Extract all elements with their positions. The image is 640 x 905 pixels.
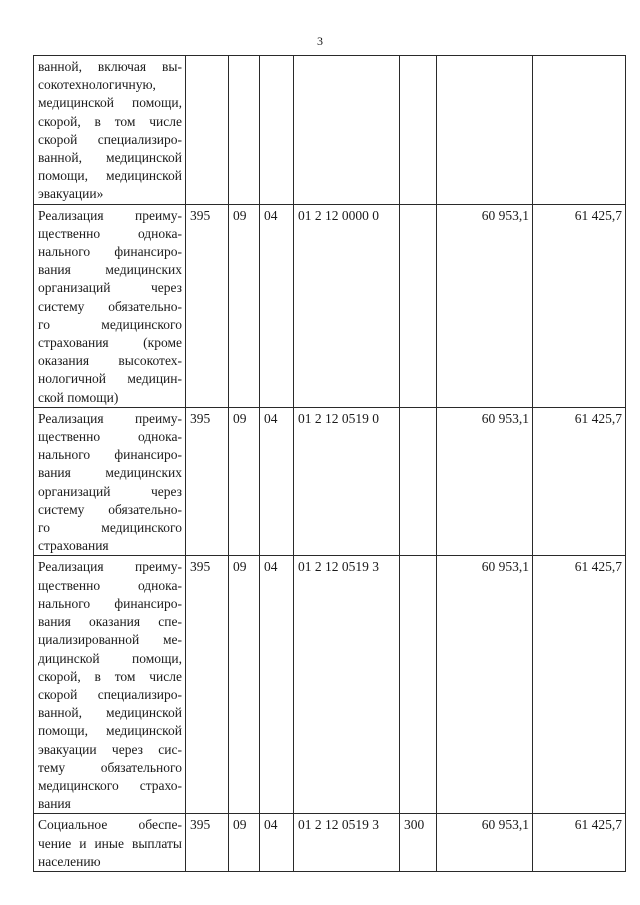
description-line: Реализация преиму-	[38, 559, 182, 575]
description-line: Реализация преиму-	[38, 410, 182, 426]
cell-grbs: 395	[186, 407, 229, 556]
page-number: 3	[317, 34, 323, 48]
description-line: населению	[38, 853, 101, 869]
cell-grbs	[186, 56, 229, 205]
cell-amount-year1	[437, 56, 533, 205]
row-description	[34, 204, 186, 407]
budget-table	[33, 55, 626, 872]
cell-expense-type	[400, 556, 437, 814]
description-line: ванной, медицинской	[38, 705, 182, 721]
description-line: помощи, медицинской	[38, 723, 182, 739]
cell-amount-year2: 61 425,7	[533, 407, 626, 556]
description-line: циализированной ме-	[38, 632, 182, 648]
cell-subsection: 04	[260, 407, 294, 556]
description-line: щественно однока-	[38, 429, 182, 445]
description-line: дицинской помощи,	[38, 650, 182, 666]
description-line: ванной, включая вы-	[38, 59, 182, 74]
cell-amount-year1: 60 953,1	[437, 407, 533, 556]
description-line: систему обязательно-	[38, 298, 182, 314]
table-row	[34, 56, 626, 205]
description-line: помощи, медицинской	[38, 168, 182, 184]
cell-subsection: 04	[260, 814, 294, 872]
cell-amount-year2	[533, 56, 626, 205]
cell-subsection: 04	[260, 556, 294, 814]
description-line: скорой специализиро-	[38, 686, 182, 702]
description-line: чение и иные выплаты	[38, 835, 182, 851]
cell-amount-year1: 60 953,1	[437, 556, 533, 814]
cell-expense-type	[400, 407, 437, 556]
budget-table-body	[34, 56, 626, 872]
cell-section: 09	[229, 556, 260, 814]
cell-expense-type: 300	[400, 814, 437, 872]
cell-target-article: 01 2 12 0000 0	[294, 204, 400, 407]
description-line: систему обязательно-	[38, 501, 182, 517]
cell-subsection	[260, 56, 294, 205]
description-line: скорой, в том числе	[38, 113, 182, 129]
description-line: вания оказания спе-	[38, 614, 182, 630]
row-description	[34, 814, 186, 872]
cell-amount-year1: 60 953,1	[437, 204, 533, 407]
cell-amount-year2: 61 425,7	[533, 204, 626, 407]
cell-expense-type	[400, 56, 437, 205]
table-row	[34, 814, 626, 872]
cell-amount-year1: 60 953,1	[437, 814, 533, 872]
cell-target-article: 01 2 12 0519 0	[294, 407, 400, 556]
description-line: Социальное обеспе-	[38, 817, 182, 833]
description-line: эвакуации через сис-	[38, 741, 182, 757]
description-line: медицинской помощи,	[38, 95, 182, 111]
table-row	[34, 556, 626, 814]
cell-grbs: 395	[186, 204, 229, 407]
description-line: нологичной медицин-	[38, 371, 182, 387]
cell-target-article: 01 2 12 0519 3	[294, 814, 400, 872]
description-line: вания медицинских	[38, 465, 182, 481]
description-line: вания	[38, 796, 71, 812]
description-line: оказания высокотех-	[38, 353, 182, 369]
description-line: страхования (кроме	[38, 335, 182, 351]
description-line: нального финансиро-	[38, 595, 182, 611]
cell-section: 09	[229, 204, 260, 407]
description-line: эвакуации»	[38, 186, 104, 202]
cell-grbs: 395	[186, 814, 229, 872]
cell-amount-year2: 61 425,7	[533, 556, 626, 814]
cell-section: 09	[229, 814, 260, 872]
description-line: тему обязательного	[38, 759, 182, 775]
cell-section	[229, 56, 260, 205]
table-row	[34, 407, 626, 556]
description-line: организаций через	[38, 483, 182, 499]
description-line: скорой, в том числе	[38, 668, 182, 684]
cell-section: 09	[229, 407, 260, 556]
description-line: го медицинского	[38, 316, 182, 332]
description-line: ской помощи)	[38, 389, 119, 405]
description-line: щественно однока-	[38, 225, 182, 241]
row-description	[34, 56, 186, 205]
description-line: го медицинского	[38, 520, 182, 536]
cell-target-article	[294, 56, 400, 205]
cell-target-article: 01 2 12 0519 3	[294, 556, 400, 814]
table-row	[34, 204, 626, 407]
description-line: скорой специализиро-	[38, 131, 182, 147]
cell-expense-type	[400, 204, 437, 407]
row-description	[34, 556, 186, 814]
description-line: Реализация преиму-	[38, 207, 182, 223]
description-line: вания медицинских	[38, 262, 182, 278]
cell-grbs: 395	[186, 556, 229, 814]
description-line: щественно однока-	[38, 577, 182, 593]
cell-amount-year2: 61 425,7	[533, 814, 626, 872]
description-line: страхования	[38, 538, 109, 554]
description-line: нального финансиро-	[38, 447, 182, 463]
description-line: сокотехнологичную,	[38, 77, 156, 93]
description-line: организаций через	[38, 280, 182, 296]
description-line: медицинского страхо-	[38, 777, 182, 793]
description-line: ванной, медицинской	[38, 150, 182, 166]
cell-subsection: 04	[260, 204, 294, 407]
description-line: нального финансиро-	[38, 244, 182, 260]
row-description	[34, 407, 186, 556]
